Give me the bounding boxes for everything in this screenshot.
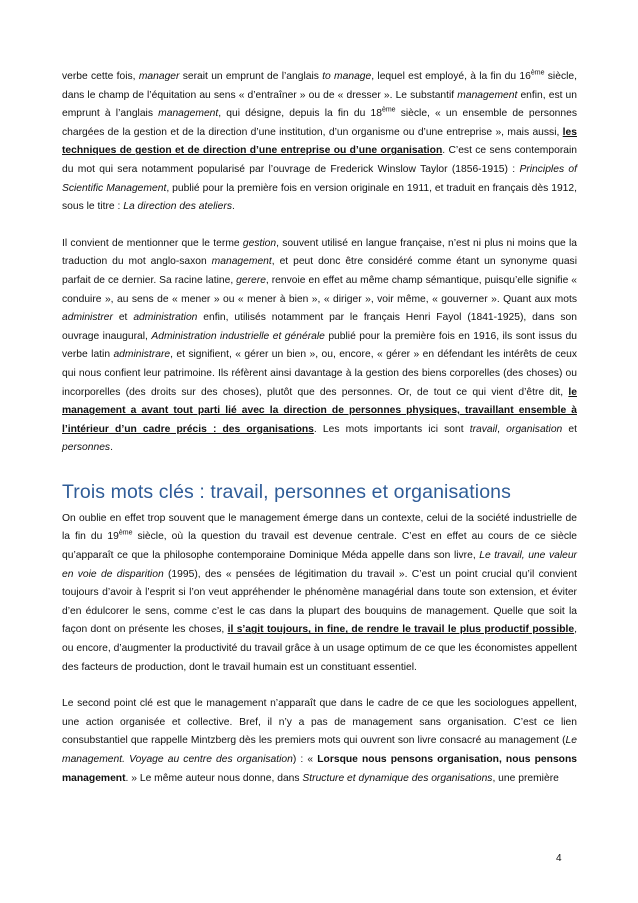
text-run: . C’est ce sens contemporain du mot qui sera notamment popularisé par l’ouvrage de Frederick Winslow Taylor (1856-1915) :	[62, 145, 577, 175]
italic-text: management	[211, 256, 272, 268]
italic-text: manager	[138, 71, 180, 82]
document-page	[62, 68, 577, 788]
text-run: .	[232, 201, 235, 213]
section-body	[62, 510, 577, 788]
italic-text: organisation	[506, 423, 563, 435]
italic-text: gestion	[242, 237, 277, 249]
text-run: , ou encore, d’augmenter la productivité du travail grâce à un usage optimum de ce que les économistes appellent des facteurs de production, dont le travail humain est un constituant essentiel.	[62, 624, 577, 673]
superscript: ème	[118, 530, 133, 538]
italic-text: Structure et dynamique des organisations	[302, 772, 493, 784]
italic-text: administration	[133, 312, 198, 324]
page-number: 4	[556, 853, 562, 864]
text-run: On oublie en effet trop souvent que le management émerge dans un contexte, celui de la société industrielle de la fin du 19	[62, 512, 577, 543]
text-run: . Les mots importants ici sont	[313, 423, 470, 435]
text-run: . » Le même auteur nous donne, dans	[125, 772, 303, 784]
italic-text: personnes	[62, 442, 111, 454]
text-run: , une première	[492, 772, 559, 784]
paragraph	[62, 68, 577, 217]
text-run: siècle, où la question du travail est devenue centrale. C’est en effet au cours de ce siècle qu’apparaît ce que la philosophe contemporaine Dominique Méda appelle dans son livre,	[62, 531, 577, 562]
bold-underlined-text: le management a avant tout parti lié avec la direction de personnes physiques, travaillant ensemble à l’intérieur d’un cadre précis : des organisations	[62, 386, 577, 435]
text-run: verbe cette fois,	[62, 71, 139, 82]
bold-text: Lorsque nous pensons organisation, nous pensons management	[62, 754, 577, 784]
text-run: enfin, utilisés notamment par le français Henri Fayol (1841-1925), dans son ouvrage inaugural,	[62, 312, 577, 342]
text-run: (1995), des « pensées de légitimation du travail ». C’est un point crucial qu’il convient toujours d’avoir à l’esprit si l’on veut appréhender le phénomène managérial dans toute son extension, et éviter d’en édulcorer le sens, comme c’est le cas dans la plupart des bouquins de management. Quelle que soit la façon dont on présente les choses,	[62, 568, 577, 636]
text-run: Le second point clé est que le management n’apparaît que dans le cadre de ce que les sociologues appellent, une action organisée et collective. Bref, il n’y a pas de management sans organisation. C’est ce lien consubstantiel que rappelle Mintzberg dès les premiers mots qui ouvrent son livre consacré au management (	[62, 698, 577, 747]
text-run: .	[110, 442, 113, 454]
text-run: , lequel est employé, à la fin du 16	[371, 71, 531, 82]
text-run: et	[562, 423, 577, 435]
paragraph	[62, 235, 577, 458]
intro-section	[62, 68, 577, 458]
italic-text: administrer	[62, 312, 113, 324]
text-run: ) : «	[292, 754, 318, 765]
text-run: siècle, dans le champ de l’équitation au sens « d’entraîner » ou de « dresser ». Le substantif	[62, 71, 577, 101]
italic-text: Administration industrielle et générale	[151, 330, 325, 342]
italic-text: management	[158, 108, 219, 120]
bold-underlined-text: il s’agit toujours, in fine, de rendre le travail le plus productif possible	[227, 624, 575, 636]
text-run: , et peut donc être considéré comme étant un synonyme quasi parfait de ce dernier. Sa racine latine,	[62, 256, 577, 286]
italic-text: La direction des ateliers	[123, 201, 232, 213]
italic-text: gerere	[236, 274, 266, 286]
text-run: , renvoie en effet au même champ sémantique, puisqu’elle signifie « conduire », au sens de « mener » ou « mener à bien », « diriger », voir même, « gouverner ». Quant aux mots	[62, 274, 577, 305]
paragraph	[62, 695, 577, 788]
italic-text: to manage	[322, 71, 372, 82]
paragraph	[62, 510, 577, 677]
text-run: ,	[497, 423, 507, 435]
text-run: Il convient de mentionner que le terme	[62, 237, 243, 249]
section-heading: Trois mots clés : travail, personnes et organisations	[62, 480, 511, 503]
text-run: et	[112, 312, 134, 324]
text-run: , qui désigne, depuis la fin du 18	[218, 108, 382, 120]
italic-text: management	[457, 89, 518, 101]
text-run: publié pour la première fois en 1916, ils sont issus du verbe latin	[62, 330, 577, 361]
text-run: enfin, est un emprunt à l’anglais	[62, 89, 577, 120]
text-run: siècle, « un ensemble de personnes chargées de la gestion et de la direction d’une institution, d’un organisme ou d’une entreprise », mais aussi,	[62, 108, 577, 138]
italic-text: travail	[469, 423, 498, 435]
text-run: , et signifient, « gérer un bien », ou, encore, « gérer » en défendant les intérêts de ceux qui nous confient leur patrimoine. Ils réfèrent ainsi davantage à la gestion des biens corporelles (des choses) ou incorporelles (des droits sur des choses), plutôt que des personnes. Or, de tout ce qui vient d’être dit,	[62, 349, 578, 398]
superscript: ème	[381, 106, 396, 114]
italic-text: Principles of Scientific Management	[62, 163, 577, 194]
superscript: ème	[530, 69, 545, 77]
text-run: , publié pour la première fois en version originale en 1911, et traduit en français dès 1912, sous le titre :	[62, 182, 577, 213]
italic-text: Le travail, une valeur en voie de disparition	[62, 550, 577, 580]
italic-text: administrare	[113, 349, 171, 361]
italic-text: Le management. Voyage au centre des organisation	[62, 735, 577, 765]
bold-underlined-text: les techniques de gestion et de direction d’une entreprise ou d’une organisation	[62, 126, 577, 157]
text-run: serait un emprunt de l’anglais	[179, 71, 323, 82]
text-run: , souvent utilisé en langue française, n’est ni plus ni moins que la traduction du mot anglo-saxon	[62, 237, 577, 268]
